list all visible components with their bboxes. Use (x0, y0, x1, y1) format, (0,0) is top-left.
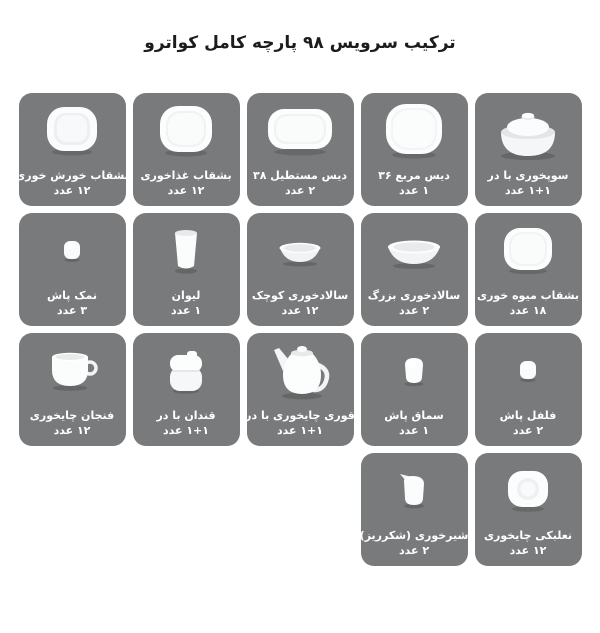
item-qty: ۱۲ عدد (53, 424, 91, 438)
card-salt-shaker (19, 213, 126, 326)
item-name: فنجان چایخوری (29, 409, 115, 423)
creamer-icon (361, 453, 468, 529)
item-qty: ۱۸ عدد (509, 304, 547, 318)
card-fruit-plate (475, 213, 582, 326)
square-platter-icon (361, 93, 468, 169)
sugar-bowl-icon (133, 333, 240, 409)
item-name: دیس مستطیل ۳۸ (253, 169, 347, 183)
card-rect-platter (247, 93, 354, 206)
card-square-platter (361, 93, 468, 206)
item-name: نعلبکی چایخوری (483, 529, 573, 543)
item-qty: ۱+۱ عدد (277, 424, 323, 438)
item-qty: ۱ عدد (170, 304, 202, 318)
item-name: قندان با در (156, 409, 216, 423)
item-qty: ۱۲ عدد (167, 184, 205, 198)
salt-shaker-icon (19, 213, 126, 289)
saucer-icon (475, 453, 582, 529)
card-teapot (247, 333, 354, 446)
item-name: سالادخوری کوچک (251, 289, 349, 303)
fruit-plate-icon (475, 213, 582, 289)
item-name: فلفل پاش (499, 409, 557, 423)
card-soup-tureen (475, 93, 582, 206)
item-name: سوپخوری با در (487, 169, 569, 183)
item-name: دیس مربع ۳۶ (378, 169, 450, 183)
item-name: بشقاب میوه خوری (477, 289, 580, 303)
product-grid (15, 93, 582, 566)
card-stew-plate (15, 93, 129, 206)
card-tumbler (133, 213, 240, 326)
rect-platter-icon (247, 93, 354, 169)
card-pepper-shaker (475, 333, 582, 446)
dinner-plate-icon (133, 93, 240, 169)
item-qty: ۲ عدد (398, 544, 430, 558)
pepper-shaker-icon (475, 333, 582, 409)
item-qty: ۱ عدد (398, 184, 430, 198)
item-name: نمک پاش (46, 289, 98, 303)
stew-plate-icon (19, 93, 126, 169)
page-title: ترکیب سرویس ۹۸ پارچه کامل کواترو (144, 33, 456, 53)
item-name: شیرخوری (شکرریز) (359, 529, 469, 543)
soup-tureen-icon (475, 93, 582, 169)
item-name: بشقاب غذاخوری (140, 169, 232, 183)
item-qty: ۱۲ عدد (281, 304, 319, 318)
item-qty: ۱+۱ عدد (163, 424, 209, 438)
item-name: قوری چایخوری با در (245, 409, 355, 423)
item-name: لیوان (171, 289, 201, 303)
teapot-icon (247, 333, 354, 409)
salad-bowl-small-icon (247, 213, 354, 289)
card-salad-bowl-small (247, 213, 354, 326)
item-name: سماق پاش (384, 409, 444, 423)
card-sugar-bowl (133, 333, 240, 446)
card-sumac-shaker (361, 333, 468, 446)
item-name: سالادخوری بزرگ (367, 289, 461, 303)
item-qty: ۲ عدد (512, 424, 544, 438)
tea-cup-icon (19, 333, 126, 409)
item-qty: ۳ عدد (56, 304, 88, 318)
item-qty: ۱۲ عدد (509, 544, 547, 558)
card-salad-bowl-large (361, 213, 468, 326)
card-saucer (475, 453, 582, 566)
salad-bowl-large-icon (361, 213, 468, 289)
card-tea-cup (19, 333, 126, 446)
tumbler-icon (133, 213, 240, 289)
item-qty: ۱ عدد (398, 424, 430, 438)
item-name: بشقاب خورش خوری (15, 169, 129, 183)
card-dinner-plate (133, 93, 240, 206)
item-qty: ۱+۱ عدد (505, 184, 551, 198)
item-qty: ۱۲ عدد (53, 184, 91, 198)
card-creamer (361, 453, 468, 566)
sumac-shaker-icon (361, 333, 468, 409)
item-qty: ۲ عدد (284, 184, 316, 198)
item-qty: ۲ عدد (398, 304, 430, 318)
